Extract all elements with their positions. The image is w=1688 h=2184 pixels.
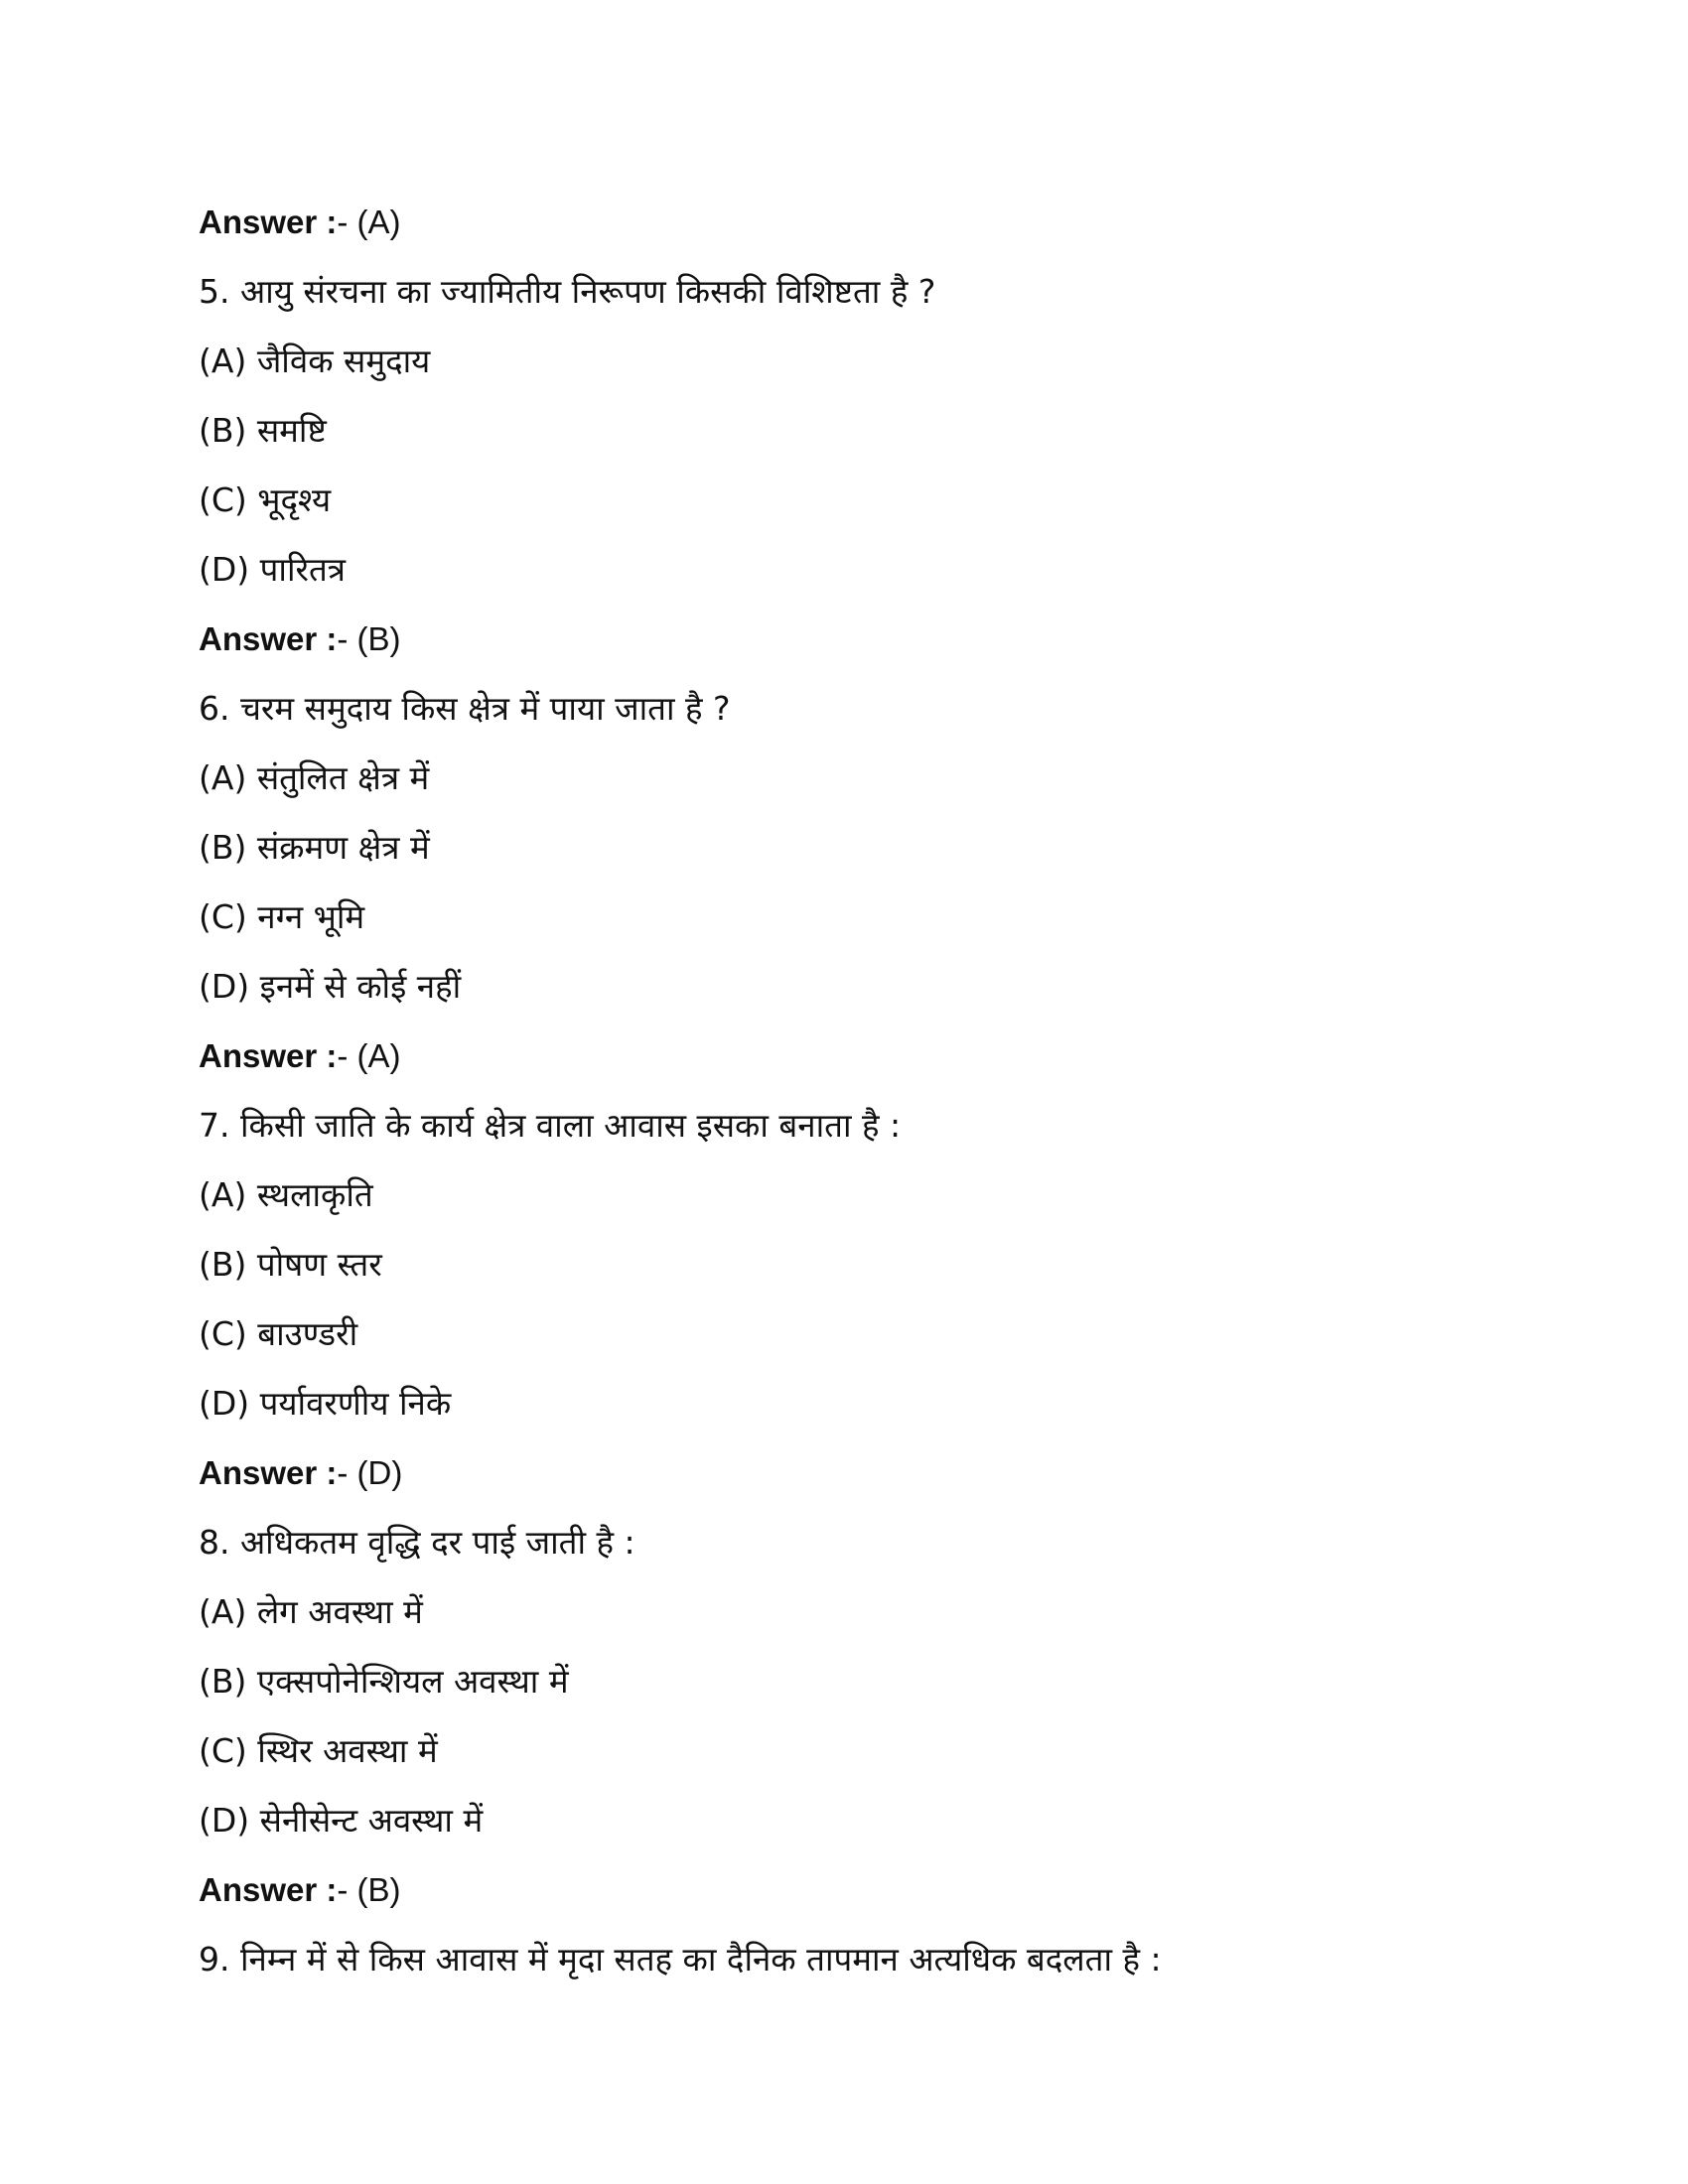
option-text: (B) समष्टि [199,411,327,450]
answer-line [199,1449,1489,1519]
question-text: 9. निम्न में से किस आवास में मृदा सतह का दैनिक तापमान अत्यधिक बदलता है : [199,1940,1162,1979]
option-text: (B) संक्रमण क्षेत्र में [199,828,430,867]
question-text: 6. चरम समुदाय किस क्षेत्र में पाया जाता है ? [199,689,731,728]
option-text: (C) नग्न भूमि [199,897,365,936]
answer-value: - (B) [337,1871,401,1908]
answer-line [199,1032,1489,1102]
option-text: (A) संतुलित क्षेत्र में [199,758,430,797]
answer-label: Answer : [199,1454,338,1491]
answer-label: Answer : [199,1037,338,1074]
answer-label: Answer : [199,1871,338,1908]
document-page [199,199,1489,2005]
question-text: 8. अधिकतम वृद्धि दर पाई जाती है : [199,1523,635,1562]
answer-label: Answer : [199,620,338,657]
option-text: (C) भूदृश्य [199,480,332,519]
option-text: (B) पोषण स्तर [199,1245,382,1284]
option-text: (D) सेनीसेन्ट अवस्था में [199,1801,484,1840]
option-text: (D) पर्यावरणीय निके [199,1384,452,1423]
answer-line [199,199,1489,268]
option-text: (B) एक्सपोनेन्शियल अवस्था में [199,1662,569,1701]
answer-line [199,615,1489,685]
answer-label: Answer : [199,204,338,240]
question-text: 7. किसी जाति के कार्य क्षेत्र वाला आवास इसका बनाता है : [199,1106,902,1145]
option-text: (D) पारितत्र [199,550,347,589]
answer-value: - (D) [337,1454,403,1491]
option-text: (A) जैविक समुदाय [199,341,431,380]
option-text: (A) स्थलाकृति [199,1175,373,1214]
answer-value: - (A) [337,204,401,240]
answer-line [199,1866,1489,1936]
answer-value: - (B) [337,620,401,657]
option-text: (C) बाउण्डरी [199,1314,358,1353]
option-text: (A) लेग अवस्था में [199,1592,423,1631]
question-text: 5. आयु संरचना का ज्यामितीय निरूपण किसकी विशिष्टता है ? [199,272,936,311]
answer-value: - (A) [337,1037,401,1074]
option-text: (D) इनमें से कोई नहीं [199,967,462,1006]
option-text: (C) स्थिर अवस्था में [199,1731,438,1770]
